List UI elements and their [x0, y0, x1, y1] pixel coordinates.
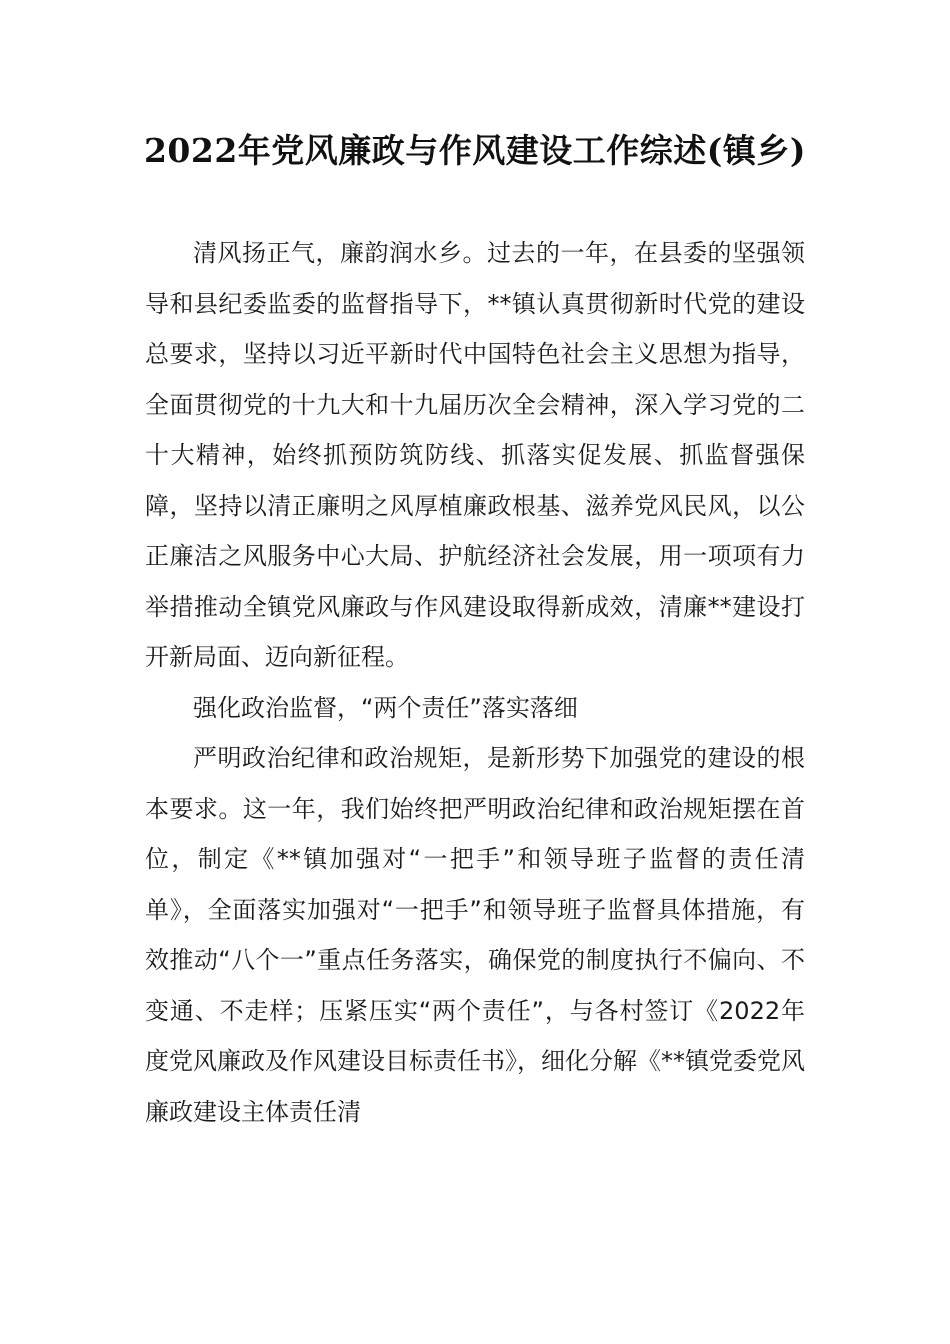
- paragraph-intro: 清风扬正气，廉韵润水乡。过去的一年，在县委的坚强领导和县纪委监委的监督指导下，**镇认真贯彻新时代党的建设总要求，坚持以习近平新时代中国特色社会主义思想为指导，全面贯彻党的十九大和十九届历次全会精神，深入学习党的二十大精神，始终抓预防筑防线、抓落实促发展、抓监督强保障，坚持以清正廉明之风厚植廉政根基、滋养党风民风，以公正廉洁之风服务中心大局、护航经济社会发展，用一项项有力举措推动全镇党风廉政与作风建设取得新成效，清廉**建设打开新局面、迈向新征程。: [145, 239, 805, 671]
- section-heading: 强化政治监督，“两个责任”落实落细: [193, 693, 578, 722]
- document-body: [145, 228, 805, 1137]
- document-title: 2022年党风廉政与作风建设工作综述(镇乡): [143, 131, 807, 170]
- paragraph-political-supervision: 严明政治纪律和政治规矩，是新形势下加强党的建设的根本要求。这一年，我们始终把严明政治纪律和政治规矩摆在首位，制定《**镇加强对“一把手”和领导班子监督的责任清单》，全面落实加强对“一把手”和领导班子监督具体措施，有效推动“八个一”重点任务落实，确保党的制度执行不偏向、不变通、不走样；压紧压实“两个责任”，与各村签订《2022年度党风廉政及作风建设目标责任书》，细化分解《**镇党委党风廉政建设主体责任清: [145, 744, 805, 1126]
